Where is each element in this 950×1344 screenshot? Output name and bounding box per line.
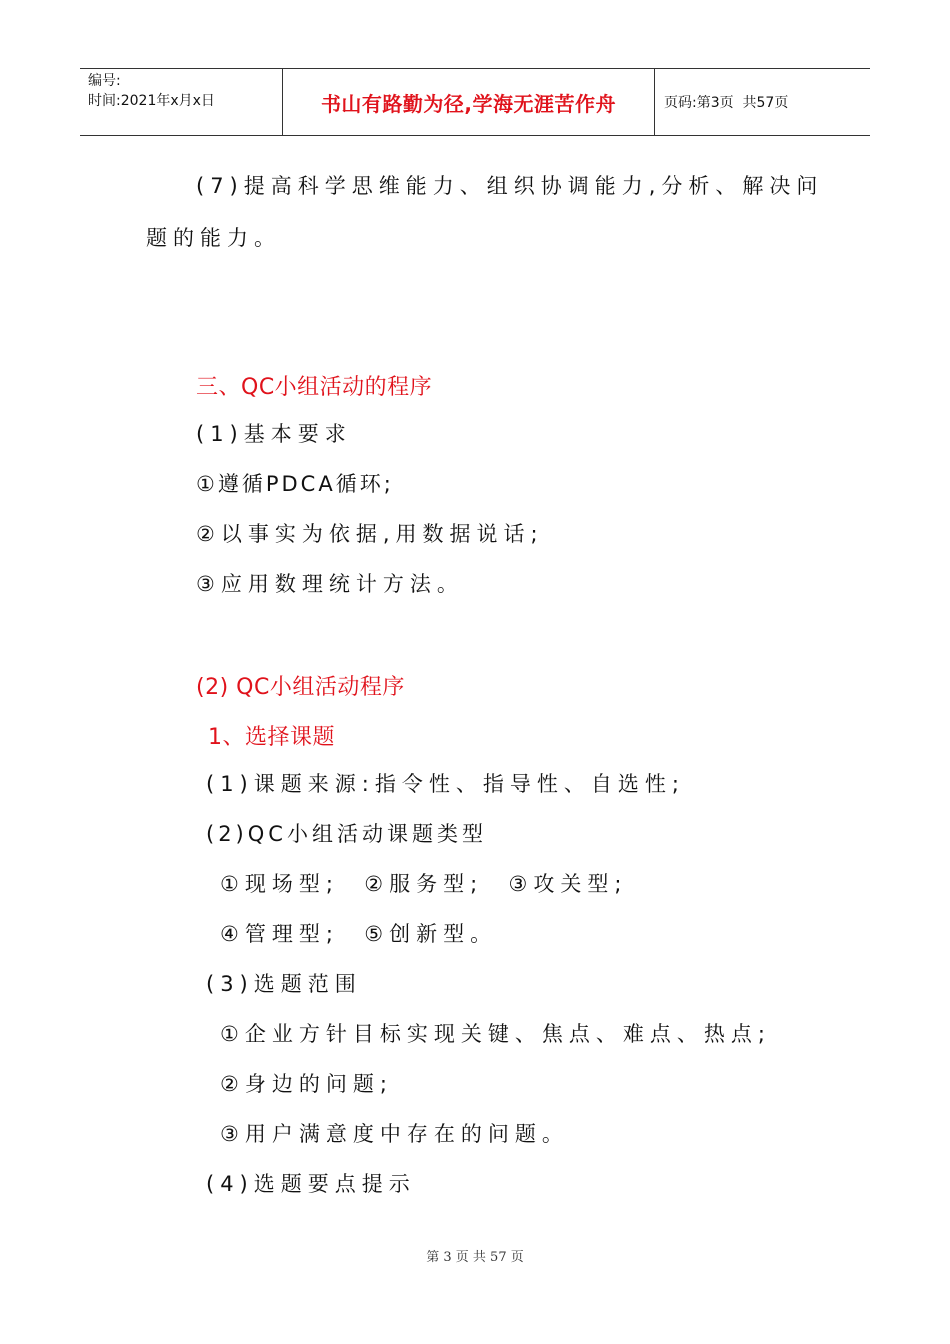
tips-heading: (4)选题要点提示 (206, 1172, 416, 1196)
requirement-item: ③应用数理统计方法。 (196, 572, 464, 596)
page-info-text: 页码:第3页 共57页 (664, 95, 789, 111)
procedure-heading: (2) QC小组活动程序 (196, 675, 405, 700)
scope-item: ②身边的问题; (220, 1072, 393, 1096)
topic-types-row: ①现场型; ②服务型; ③攻关型; (220, 872, 628, 896)
document-number-label: 编号: (88, 73, 121, 89)
scope-item: ③用户满意度中存在的问题。 (220, 1122, 569, 1146)
footer-page-number: 第 3 页 共 57 页 (426, 1250, 524, 1265)
page-header (80, 68, 870, 136)
step-heading: 1、选择课题 (208, 725, 335, 750)
requirement-item: ②以事实为依据,用数据说话; (196, 522, 544, 546)
topic-types-row: ④管理型; ⑤创新型。 (220, 922, 498, 946)
page-footer (0, 1246, 950, 1265)
scope-heading: (3)选题范围 (206, 972, 362, 996)
topic-source: (1)课题来源:指令性、指导性、自选性; (206, 772, 685, 796)
header-motto: 书山有路勤为径,学海无涯苦作舟 (282, 69, 655, 135)
para7-line1: (7)提高科学思维能力、组织协调能力,分析、解决问 (196, 174, 824, 198)
header-page-info (655, 69, 870, 135)
basic-requirements-heading: (1)基本要求 (196, 422, 352, 446)
section-heading: 三、QC小组活动的程序 (196, 375, 433, 400)
requirement-item: ①遵循PDCA循环; (196, 472, 394, 496)
document-date: 时间:2021年x月x日 (88, 93, 215, 109)
topic-types-heading: (2)QC小组活动课题类型 (206, 822, 487, 846)
para7-line2: 题的能力。 (146, 226, 281, 250)
scope-item: ①企业方针目标实现关键、焦点、难点、热点; (220, 1022, 771, 1046)
header-meta (80, 69, 282, 135)
